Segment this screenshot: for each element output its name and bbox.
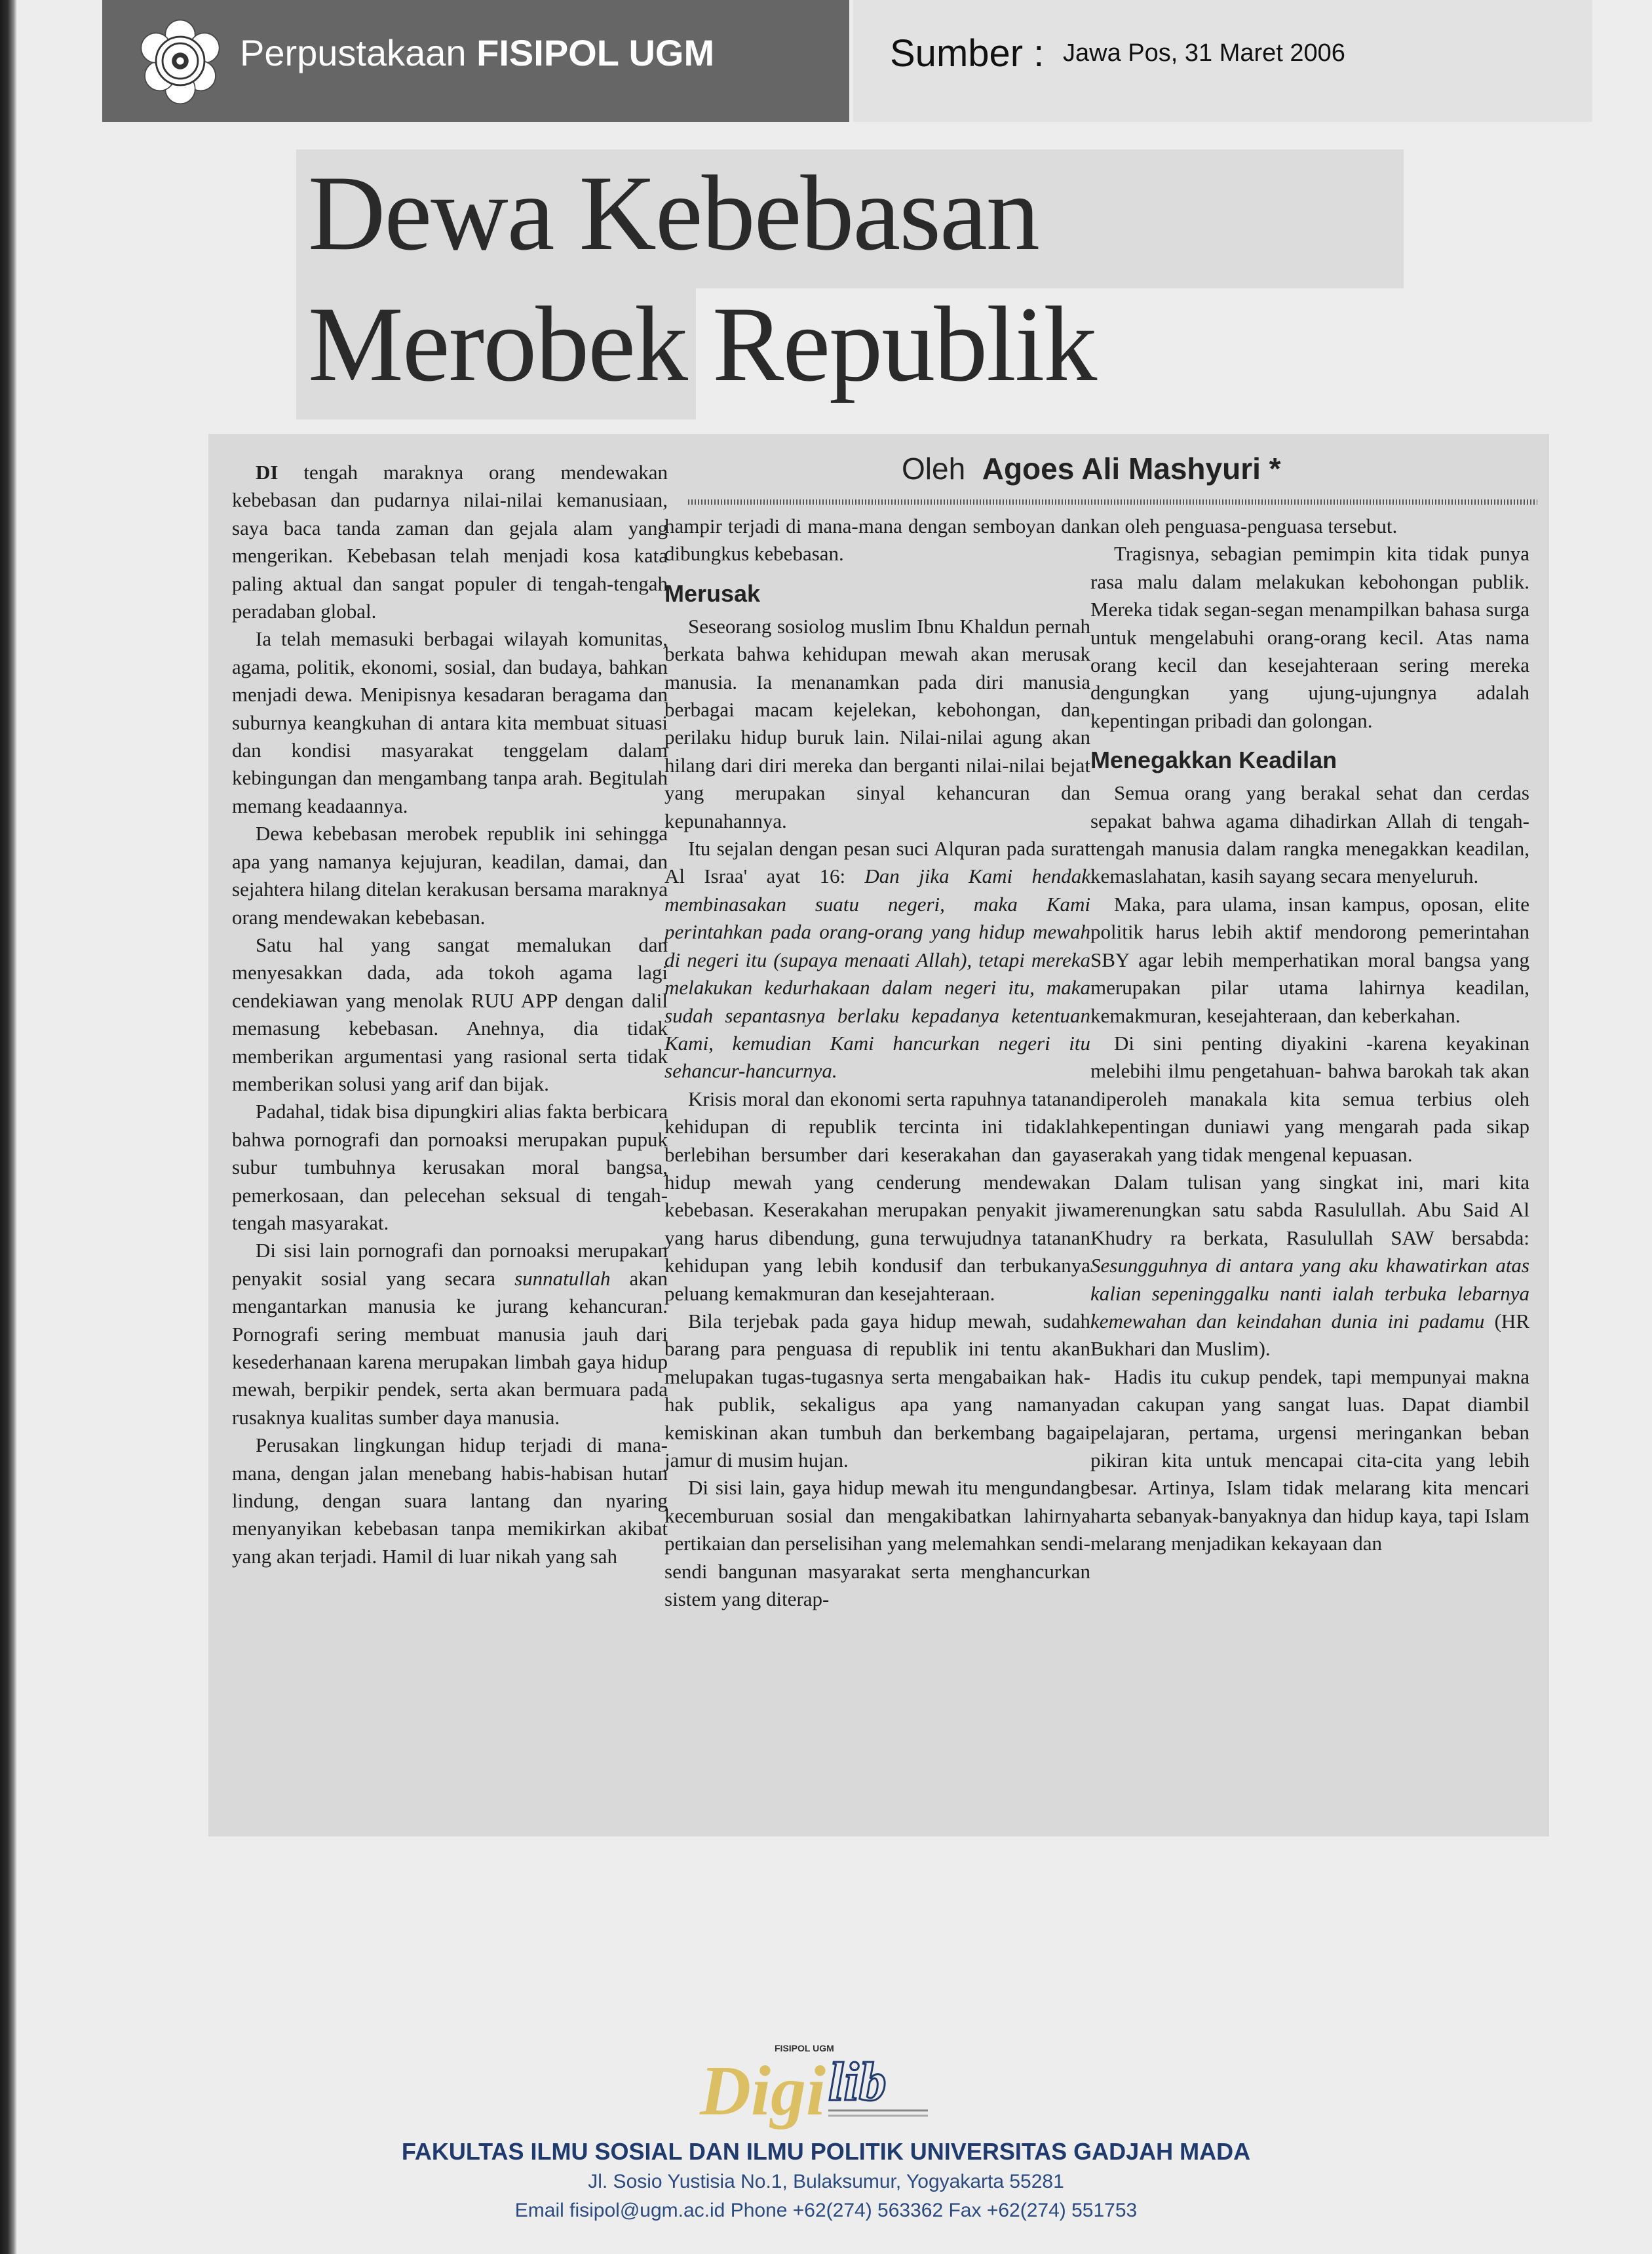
paragraph: Dalam tulisan yang singkat ini, mari kita merenungkan satu sabda Rasulullah. Abu Said Al Khudry ra berkata, Rasulullah SAW bersabda: Sesungguhnya di antara yang aku khawatirkan atas kalian sepeninggalku nanti ialah terbuka lebarnya kemewahan dan keindahan dunia ini padamu (HR Bukhari dan Muslim). [1090,1170,1529,1361]
paragraph: hampir terjadi di mana-mana dengan semboyan dan dibungkus kebebasan. [664,515,1090,566]
faculty-name: FAKULTAS ILMU SOSIAL DAN ILMU POLITIK UNIVERSITAS GADJAH MADA [401,2138,1251,2165]
paragraph: Seseorang sosiolog muslim Ibnu Khaldun pernah berkata bahwa kehidupan mewah akan merusak manusia. Ia menanamkan pada diri manusia berbagai macam kejelekan, kebohongan, dan perilaku hidup buruk lain. Nilai-nilai agung akan hilang dari diri mereka dan berganti nilai-nilai bejat yang merupakan sinyal kehancuran dan kepunahannya. [664,614,1090,832]
svg-text:FISIPOL UGM: FISIPOL UGM [775,2043,834,2053]
ugm-seal-icon [134,14,227,107]
paragraph: Di sisi lain, gaya hidup mewah itu mengundang kecemburuan sosial dan mengakibatkan lahirnya pertikaian dan perselisihan yang melemahkan sendi-sendi bangunan masyarakat serta menghancurkan sistem yang diterap- [664,1476,1090,1611]
library-header [102,0,849,122]
paragraph: Ia telah memasuki berbagai wilayah komunitas, agama, politik, ekonomi, sosial, dan budaya, bahkan menjadi dewa. Menipisnya kesadaran beragama dan suburnya keangkuhan di antara kita membuat situasi dan kondisi masyarakat tenggelam dalam kebingungan dan mengambang tanpa arah. Begitulah memang keadaannya. [232,627,668,817]
article-column-1 [232,459,668,1570]
paragraph: Di sisi lain pornografi dan pornoaksi merupakan penyakit sosial yang secara sunnatullah akan mengantarkan manusia ke jurang kehancuran. Pornografi sering membuat manusia jauh dari kesederhanaan karena merupakan limbah gaya hidup mewah, berpikir pendek, serta akan bermuara pada rusaknya kualitas sumber daya manusia. [232,1239,668,1429]
paragraph: Satu hal yang sangat memalukan dan menyesakkan dada, ada tokoh agama lagi cendekiawan yang menolak RUU APP dengan dalil memasung kebebasan. Anehnya, dia tidak memberikan argumentasi yang rasional serta tidak memberikan solusi yang arif dan bijak. [232,933,668,1095]
svg-text:lib: lib [828,2051,887,2112]
paragraph: Tragisnya, sebagian pemimpin kita tidak punya rasa malu dalam melakukan kebohongan publik. Mereka tidak segan-segan menampilkan bahasa surga untuk mengelabuhi orang-orang kecil. Atas nama orang kecil dan kesejahteraan sering mereka dengungkan yang ujung-ujungnya adalah kepentingan pribadi dan golongan. [1090,542,1529,732]
paragraph: Hadis itu cukup pendek, tapi mempunyai makna dan cakupan yang sangat luas. Dapat diambil pelajaran, pertama, urgensi meringankan beban pikiran kita untuk mencapai cita-cita yang lebih besar. Artinya, Islam tidak melarang kita mencari harta sebanyak-banyaknya dan hidup kaya, tapi Islam melarang menjadikan kekayaan dan [1090,1365,1529,1555]
paragraph: Di sini penting diyakini -karena keyakinan melebihi ilmu pengetahuan- bahwa barokah tak akan diperoleh manakala kita semua terbius oleh kepentingan duniawi yang mengarah pada sikap serakah yang tidak mengenal kepuasan. [1090,1031,1529,1166]
article-headline: Dewa Kebebasan Merobek Republik [308,154,1096,404]
paragraph: Padahal, tidak bisa dipungkiri alias fakta berbicara bahwa pornografi dan pornoaksi merupakan pupuk subur tumbuhnya kerusakan moral bangsa, pemerkosaan, dan pelecehan seksual di tengah-tengah masyarakat. [232,1100,668,1234]
digilib-logo [697,2037,933,2135]
subheading-merusak: Merusak [664,579,761,607]
paragraph: Dewa kebebasan merobek republik ini sehingga apa yang namanya kejujuran, keadilan, damai, dan sejahtera hilang ditelan kerakusan bersama maraknya orang mendewakan kebebasan. [232,822,668,929]
paragraph: kan oleh penguasa-penguasa tersebut. [1090,515,1398,537]
paragraph: Semua orang yang berakal sehat dan cerdas sepakat bahwa agama dihadirkan Allah di tengah-tengah manusia dalam rangka menegakkan keadilan, kemaslahatan, kasih sayang secara menyeluruh. [1090,781,1529,888]
paragraph: Itu sejalan dengan pesan suci Alquran pada surat Al Israa' ayat 16: Dan jika Kami hendak membinasakan suatu negeri, maka Kami perintahkan pada orang-orang yang hidup mewah di negeri itu (supaya menaati Allah), tetapi mereka melakukan kedurhakaan dalam negeri itu, maka sudah sepantasnya berlaku kepadanya ketentuan Kami, kemudian Kami hancurkan negeri itu sehancur-hancurnya. [664,837,1091,1083]
source-value: Jawa Pos, 31 Maret 2006 [1063,39,1345,67]
paragraph: Bila terjebak pada gaya hidup mewah, sudah barang para penguasa di republik ini tentu akan melupakan tugas-tugasnya serta mengabaikan hak-hak publik, sekaligus apa yang namanya kemiskinan akan tumbuh dan berkembang bagai jamur di musim hujan. [664,1309,1090,1471]
article-column-2 [664,513,1090,1613]
source-label: Sumber : [890,32,1045,75]
paragraph: Maka, para ulama, insan kampus, oposan, elite politik harus lebih aktif mendorong pemerintahan SBY agar lebih memperhatikan moral bangsa yang merupakan pilar utama lahirnya keadilan, kemakmuran, kesejahteraan, dan keberkahan. [1090,892,1529,1027]
scan-edge-shadow [0,0,17,2254]
paragraph: Perusakan lingkungan hidup terjadi di mana-mana, dengan jalan menebang habis-habisan hutan lindung, dengan suara lantang dan nyaring menyanyikan kebebasan tanpa memikirkan akibat yang akan terjadi. Hamil di luar nikah yang sah [232,1433,668,1568]
byline: Oleh Agoes Ali Mashyuri * [902,452,1281,486]
faculty-contact: Email fisipol@ugm.ac.id Phone +62(274) 563362 Fax +62(274) 551753 [514,2200,1138,2221]
paragraph: DI tengah maraknya orang mendewakan kebebasan dan pudarnya nilai-nilai kemanusiaan, saya baca tanda zaman dan gejala alam yang mengerikan. Kebebasan telah menjadi kosa kata paling aktual dan sangat populer di tengah-tengah peradaban global. [232,461,668,623]
faculty-address: Jl. Sosio Yustisia No.1, Bulaksumur, Yogyakarta 55281 [588,2171,1064,2192]
paragraph: Krisis moral dan ekonomi serta rapuhnya tatanan kehidupan di republik tercinta ini tidaklah berlebihan bersumber dari keserakahan dan gaya hidup mewah yang cenderung mendewakan kebebasan. Keserakahan merupakan penyakit jiwa yang harus dibendung, guna terwujudnya tatanan kehidupan yang lebih kondusif dan terbukanya peluang kemakmuran dan kesejahteraan. [664,1087,1090,1305]
subheading-menegakkan-keadilan: Menegakkan Keadilan [1090,747,1337,774]
source-panel [853,0,1592,122]
library-title: Perpustakaan FISIPOL UGM [240,32,715,73]
svg-text:Digi: Digi [700,2052,826,2130]
article-column-3 [1090,513,1529,1558]
byline-rule [688,499,1537,505]
